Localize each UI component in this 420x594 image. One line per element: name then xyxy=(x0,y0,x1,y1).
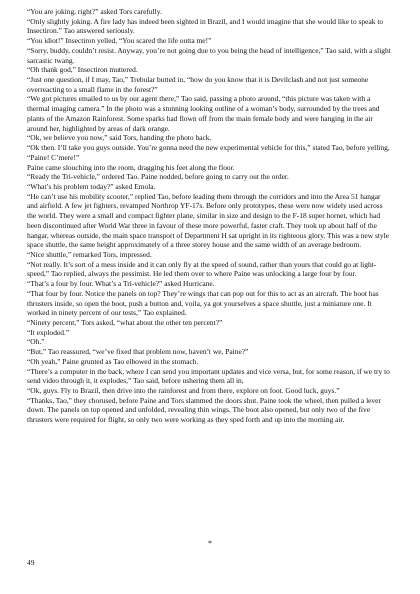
body-text xyxy=(27,7,393,425)
paragraph: “Ninety percent,” Tors asked, “what about the other ten percent?” xyxy=(27,318,223,327)
paragraph: “Thanks, Tao,” they chorused, before Paine and Tors slammed the doors shut. Paine took the wheel, then pulled a lever down. The panels on top opened and unfolded, revealing thin wings. The boot also opened, but only two of the five thrusters were required for flight, so only two were working as they sped forth and up into the morning air. xyxy=(27,395,381,425)
paragraph: “You are joking, right?” asked Tors carefully. xyxy=(27,7,162,16)
paragraph: “There’s a computer in the back, where I can send you important updates and vice versa, but, for some reason, if we try to send video through it, it explodes,” Tao said, before ushering them all in, xyxy=(27,366,390,386)
paragraph: “Nice shuttle,” remarked Tors, impressed. xyxy=(27,249,152,259)
paragraph: “Oh.” xyxy=(27,337,45,347)
paragraph: “We got pictures emailed to us by our agent there,” Tao said, passing a photo around, “this picture was taken with a thermal imaging camera.” In the photo was a stunning looking outline of a woman’s body, surrounded by the trees and plants of the Amazon Rainforest. Some sparks had flown off from the main female body and were hanging in the air around her, highlighted by areas of dark orange. xyxy=(27,94,380,133)
paragraph: “Ok then. I’ll take you guys outside. You’re gonna need the new experimental vehicle for this,” stated Tao, before yelling, “Paine! C’mere!” xyxy=(27,143,390,162)
paragraph: “Ok, we believe you now,” said Tors, handing the photo back. xyxy=(27,133,212,143)
paragraph: “That four by four. Notice the panels on top? They’re wings that can pop out for this to act as an aircraft. The boot has thrusters inside, so open the boot, push a button and, voila, ya got yourselves a space shuttle, just a miniature one. It worked in ninety percent of our tests,” Tao explained. xyxy=(27,288,379,318)
paragraph: Paine came slouching into the room, dragging his feet along the floor. xyxy=(27,162,235,172)
paragraph: “That’s a four by four. What’s a Tri-vehicle?” asked Hurricane. xyxy=(27,279,215,289)
paragraph: “Ok, guys. Fly to Brazil, then drive into the rainforest and from there, explore on foot. Good luck, guys.” xyxy=(27,386,340,396)
page-number: 49 xyxy=(27,558,35,567)
paragraph: “Oh yeah,” Paine grunted as Tao elbowed in the stomach. xyxy=(27,356,199,366)
paragraph: “It exploded.” xyxy=(27,327,70,337)
paragraph: “Just one question, if I may, Tao,” Trebular butted in, “how do you know that it is Devilclash and not just someone overreacting to a small flame in the forest?” xyxy=(27,75,369,94)
scene-break: * xyxy=(208,539,212,548)
paragraph: “He can’t use his mobility scooter,” replied Tao, before leading them through the corridors and into the Area 51 hangar and airfield. A few jet fighters, revamped Northrop YF-17s. Before only prototypes, these were now widely used across the world. They were a small and compact fighter plane, similar in size and design to the F-18 super hornet, which had been discontinued after World War three in favour of these more powerful, faster craft. They took up about half of the hangar, whereas outside, the main space transport of Department H sat upright in its righteous glory. This was a new style space shuttle, the same height approximately of a three storey house and the same width of an average bedroom. xyxy=(27,191,389,250)
paragraph: “Only slightly joking. A fire lady has indeed been sighted in Brazil, and I would imagine that she would like to speak to Insectiron.” Tao answered seriously. xyxy=(27,16,384,36)
paragraph: “Oh thank god,” Insectiron muttered. xyxy=(27,65,138,75)
paragraph: “You idiot!” Insectiron yelled, “You scared the life outta me!” xyxy=(27,36,212,46)
paragraph: “Sorry, buddy, couldn’t resist. Anyway, you’re not going due to you being the head of intelligence,” Tao said, with a slight sarcastic twang. xyxy=(27,45,391,65)
paragraph: “What’s his problem today?” asked Emola. xyxy=(27,181,156,191)
paragraph: “Ready the Tri-vehicle,” ordered Tao. Paine nodded, before going to carry out the order. xyxy=(27,172,289,182)
paragraph: “Not really. It’s sort of a mess inside and it can only fly at the speed of sound, rather than yours that could go at light-speed,” Tao replied, always the pessimist. He led them over to where Paine was unlocking a large four by four. xyxy=(27,259,377,279)
paragraph: “But,” Tao reassured, “we’ve fixed that problem now, haven’t we, Paine?” xyxy=(27,347,249,357)
